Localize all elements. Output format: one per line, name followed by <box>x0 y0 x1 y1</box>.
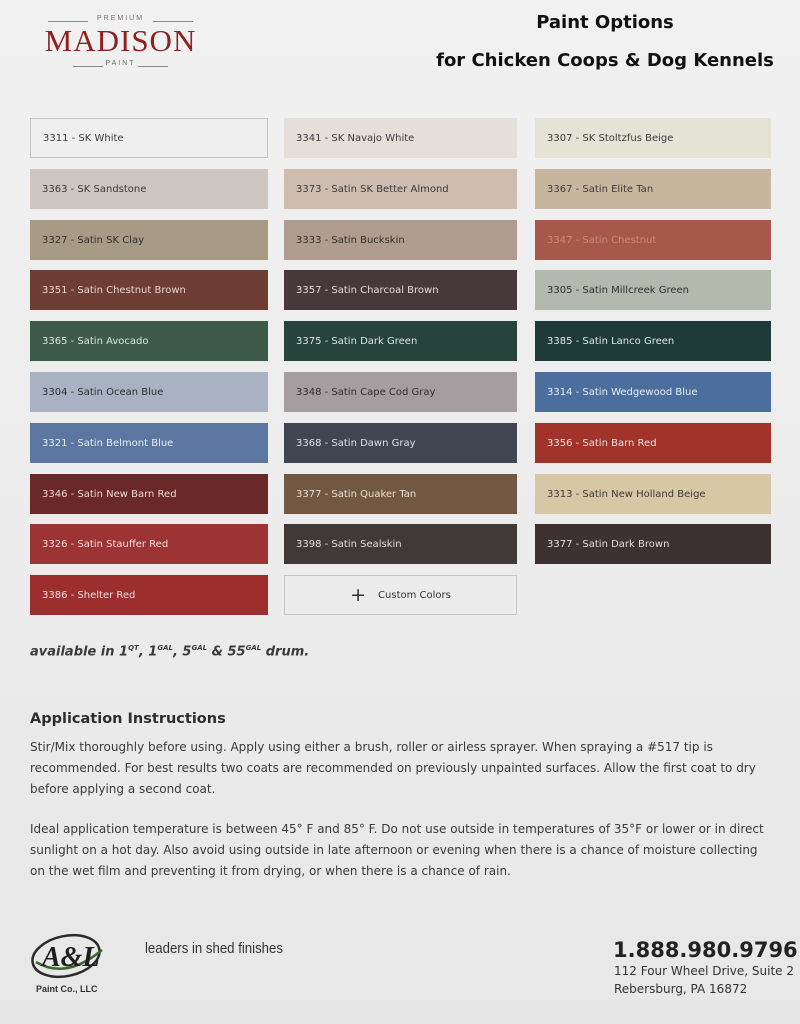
swatch-label: 3341 - SK Navajo White <box>296 132 415 144</box>
paint-swatch <box>30 524 268 564</box>
unit-gal: GAL <box>245 644 262 652</box>
paint-swatch <box>30 372 268 412</box>
swatch-label: 3313 - Satin New Holland Beige <box>547 488 706 500</box>
madison-logo <box>28 12 213 72</box>
logo-paint: PAINT <box>105 60 136 67</box>
paint-swatch <box>284 270 517 310</box>
swatch-label: 3311 - SK White <box>43 132 124 144</box>
al-logo-icon <box>26 932 112 984</box>
paint-swatch <box>284 118 517 158</box>
paint-swatch <box>284 321 517 361</box>
paint-swatch <box>535 474 771 514</box>
availability-text: available in 1 <box>30 644 129 660</box>
plus-icon: + <box>350 583 367 606</box>
swatch-label: 3373 - Satin SK Better Almond <box>296 183 449 195</box>
logo-premium: PREMIUM <box>96 15 145 22</box>
paint-swatch <box>30 169 268 209</box>
page-subtitle: for Chicken Coops & Dog Kennels <box>436 50 774 71</box>
swatch-label: 3398 - Satin Sealskin <box>296 538 402 550</box>
swatch-label: 3347 - Satin Chestnut <box>547 234 657 246</box>
swatch-label: 3321 - Satin Belmont Blue <box>42 437 174 449</box>
paint-swatch <box>284 372 517 412</box>
swatch-label: 3368 - Satin Dawn Gray <box>296 437 416 449</box>
paint-swatch <box>535 372 771 412</box>
swatch-label: 3333 - Satin Buckskin <box>296 234 405 246</box>
instructions-heading: Application Instructions <box>30 711 226 727</box>
swatch-label: 3307 - SK Stoltzfus Beige <box>547 132 674 144</box>
swatch-label: 3367 - Satin Elite Tan <box>547 183 654 195</box>
swatch-label: 3314 - Satin Wedgewood Blue <box>547 386 698 398</box>
swatch-label: 3348 - Satin Cape Cod Gray <box>296 386 436 398</box>
paint-swatch <box>535 169 771 209</box>
swatch-label: 3305 - Satin Millcreek Green <box>547 284 690 296</box>
paint-swatch <box>30 575 268 615</box>
paint-swatch <box>284 169 517 209</box>
swatch-label: 3351 - Satin Chestnut Brown <box>42 284 186 296</box>
paint-swatch <box>535 321 771 361</box>
swatch-label: 3375 - Satin Dark Green <box>296 335 418 347</box>
availability-note <box>30 644 309 659</box>
paint-swatch <box>30 474 268 514</box>
swatch-label: 3365 - Satin Avocado <box>42 335 149 347</box>
swatch-label: 3327 - Satin SK Clay <box>42 234 144 246</box>
custom-colors-label: Custom Colors <box>378 589 451 601</box>
paint-swatch <box>30 423 268 463</box>
paint-swatch <box>30 118 268 158</box>
swatch-label: 3326 - Satin Stauffer Red <box>42 538 169 550</box>
swatch-label: 3377 - Satin Quaker Tan <box>296 488 417 500</box>
swatch-label: 3386 - Shelter Red <box>42 589 136 601</box>
instructions-paragraph: Ideal application temperature is between 45° F and 85° F. Do not use outside in temperatures of 35°F or lower or in direct sunlight on a hot day. Also avoid using outside in late afternoon or evening when there is a chance of moisture collecting on the wet film and preventing it from drying, or when there is a chance of rain. <box>30 822 764 878</box>
availability-text: drum. <box>261 644 310 660</box>
availability-text: & 55 <box>207 644 246 660</box>
paint-swatch <box>30 220 268 260</box>
phone-number: 1.888.980.9796 <box>613 938 798 962</box>
paint-swatch <box>535 270 771 310</box>
availability-text: , 5 <box>172 644 192 660</box>
paint-swatch <box>535 118 771 158</box>
unit-gal: GAL <box>157 644 173 652</box>
swatch-label: 3377 - Satin Dark Brown <box>547 538 670 550</box>
swatch-label: 3363 - SK Sandstone <box>42 183 147 195</box>
custom-colors-button[interactable] <box>284 575 517 615</box>
paint-swatch <box>535 423 771 463</box>
paint-swatch <box>535 220 771 260</box>
address-line: 112 Four Wheel Drive, Suite 2 <box>614 964 794 978</box>
swatch-label: 3385 - Satin Lanco Green <box>547 335 675 347</box>
paint-swatch <box>284 423 517 463</box>
paint-swatch <box>284 220 517 260</box>
address-line: Rebersburg, PA 16872 <box>614 982 748 996</box>
al-company-name: Paint Co., LLC <box>36 984 98 994</box>
unit-gal: GAL <box>191 644 208 652</box>
paint-swatch <box>284 524 517 564</box>
instructions-paragraph: Stir/Mix thoroughly before using. Apply using either a brush, roller or airless sprayer. When spraying a #517 tip is recommended. For best results two coats are recommended on previously unpainted surfaces. Allow the first coat to dry before applying a second coat. <box>30 740 756 796</box>
swatch-label: 3346 - Satin New Barn Red <box>42 488 177 500</box>
paint-swatch <box>30 270 268 310</box>
tagline: leaders in shed finishes <box>145 940 283 957</box>
availability-text: , 1 <box>138 644 158 660</box>
swatch-label: 3356 - Satin Barn Red <box>547 437 657 449</box>
unit-qt: QT <box>128 644 139 652</box>
swatch-label: 3304 - Satin Ocean Blue <box>42 386 164 398</box>
paint-swatch <box>30 321 268 361</box>
logo-wordmark: MADISON <box>44 23 197 58</box>
paint-swatch <box>535 524 771 564</box>
page-title: Paint Options <box>536 12 674 33</box>
swatch-label: 3357 - Satin Charcoal Brown <box>296 284 439 296</box>
al-logo-text: A&L <box>42 942 100 973</box>
paint-swatch <box>284 474 517 514</box>
